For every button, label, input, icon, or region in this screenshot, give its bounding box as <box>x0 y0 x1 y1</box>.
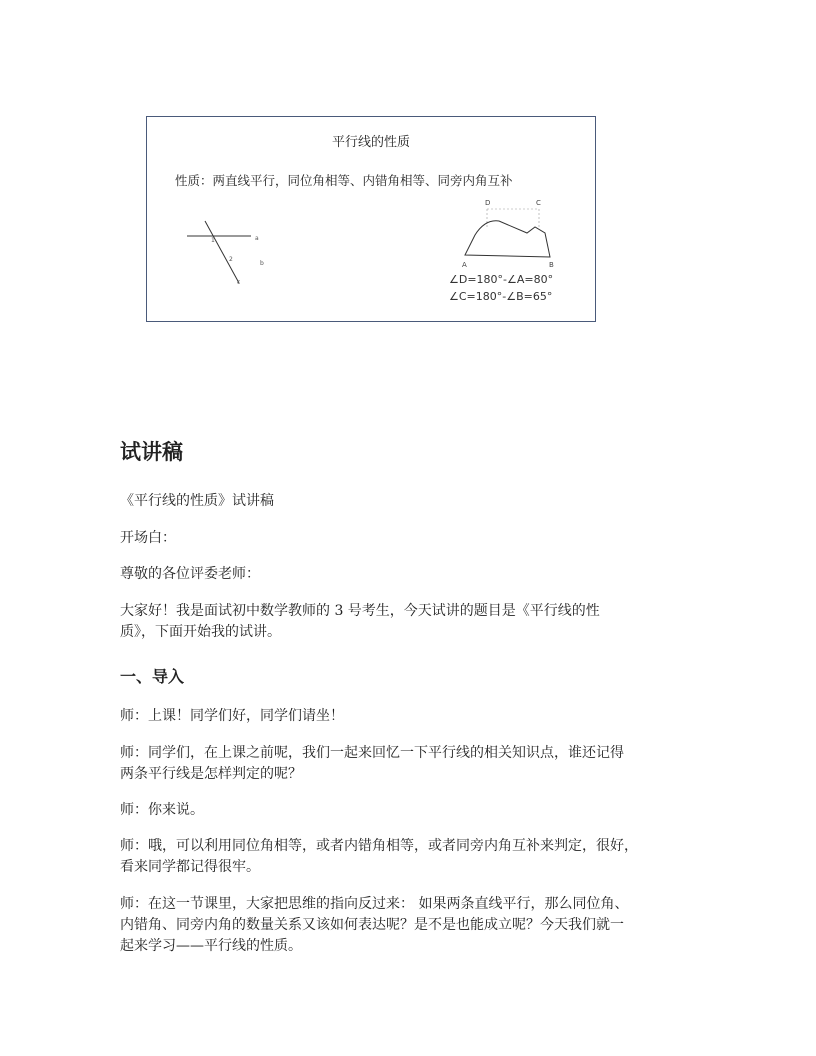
angle-1-label: 1 <box>211 237 215 244</box>
slide-title: 平行线的性质 <box>331 135 410 150</box>
paragraph-5-line-3: 起来学习——平行线的性质。 <box>120 938 302 954</box>
intro-line-2: 质》，下面开始我的试讲。 <box>120 624 281 640</box>
label-a: a <box>255 235 259 242</box>
intro-line-1: 大家好！我是面试初中数学教师的 3 号考生，今天试讲的题目是《平行线的性 <box>120 603 600 619</box>
section-heading-intro: 一、导入 <box>120 667 185 686</box>
paragraph-2-line-2: 两条平行线是怎样判定的呢？ <box>120 766 302 782</box>
angle-2-label: 2 <box>229 256 233 263</box>
paragraph-2-line-1: 师：同学们，在上课之前呢，我们一起来回忆一下平行线的相关知识点，谁还记得 <box>120 745 624 761</box>
paragraph-5-line-1: 师：在这一节课里，大家把思维的指向反过来： 如果两条直线平行，那么同位角、 <box>120 896 629 912</box>
document-subtitle: 《平行线的性质》试讲稿 <box>120 493 274 509</box>
document-title: 试讲稿 <box>120 440 183 464</box>
slide-property-text: 性质：两直线平行，同位角相等、内错角相等、同旁内角互补 <box>175 173 513 188</box>
paragraph-4-line-1: 师：哦，可以利用同位角相等，或者内错角相等，或者同旁内角互补来判定，很好， <box>120 838 638 854</box>
trapezoid-figure <box>449 199 554 303</box>
paragraph-1: 师：上课！同学们好，同学们请坐！ <box>120 708 344 724</box>
label-c: c <box>237 279 241 286</box>
equation-angle-C: ∠C=180°-∠B=65° <box>449 290 553 303</box>
label-b: b <box>260 260 264 267</box>
vertex-A-label: A <box>462 261 467 269</box>
paragraph-5-line-2: 内错角、同旁内角的数量关系又该如何表达呢？是不是也能成立呢？今天我们就一 <box>120 917 624 933</box>
paragraph-4-line-2: 看来同学都记得很牢。 <box>120 859 260 875</box>
slide-figure-box <box>146 116 596 322</box>
parallel-lines-figure <box>187 221 264 286</box>
vertex-D-label: D <box>485 199 491 207</box>
paragraph-3: 师：你来说。 <box>120 802 204 818</box>
equation-angle-D: ∠D=180°-∠A=80° <box>449 273 554 286</box>
opening-label: 开场白： <box>120 530 176 546</box>
vertex-C-label: C <box>536 199 541 207</box>
vertex-B-label: B <box>549 261 554 269</box>
greeting: 尊敬的各位评委老师： <box>120 566 260 582</box>
geometry-figures <box>147 117 597 323</box>
